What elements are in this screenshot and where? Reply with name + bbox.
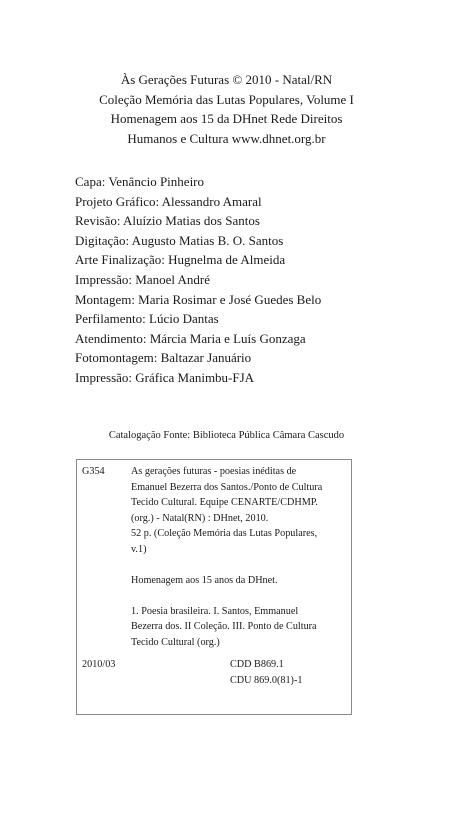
classification-codes (230, 657, 302, 688)
subject-line: Bezerra dos. II Coleção. III. Ponto de Cultura (131, 621, 317, 632)
credit-revision: Revisão: Aluízio Matias dos Santos (75, 213, 260, 229)
catalog-date: 2010/03 (82, 659, 116, 670)
entry-line: Tecido Cultural. Equipe CENARTE/CDHMP. (131, 497, 318, 508)
credit-assembly: Montagem: Maria Rosimar e José Guedes Belo (75, 291, 322, 307)
credit-art-finalization: Arte Finalização: Hugnelma de Almeida (75, 252, 286, 268)
entry-description (131, 464, 349, 557)
subject-line: Tecido Cultural (org.) (131, 636, 220, 648)
credit-graphic-project: Projeto Gráfico: Alessandro Amaral (75, 193, 262, 209)
entry-line: v.1) (131, 543, 147, 555)
header-line: Às Gerações Futuras © 2010 - Natal/RN (120, 72, 333, 87)
credit-printing: Impressão: Manoel André (75, 271, 211, 287)
credit-photomontage: Fotomontagem: Baltazar Januário (75, 350, 252, 366)
catalog-entry (131, 464, 349, 666)
credit-printer: Impressão: Gráfica Manimbu-FJA (75, 369, 255, 385)
credits-list (75, 172, 415, 388)
entry-line: (org.) - Natal(RN) : DHnet, 2010. (131, 512, 269, 524)
cdd-code: CDD B869.1 (230, 659, 284, 670)
entry-note (131, 573, 349, 589)
entry-line: Emanuel Bezerra dos Santos./Ponto de Cultura (131, 481, 323, 493)
cdu-code: CDU 869.0(81)-1 (230, 674, 303, 686)
header-line: Coleção Memória das Lutas Populares, Volume I (99, 91, 354, 107)
subject-line: 1. Poesia brasileira. I. Santos, Emmanuel (131, 605, 299, 617)
entry-subjects (131, 604, 349, 651)
note-line: Homenagem aos 15 anos da DHnet. (131, 574, 278, 586)
dedication-header (40, 70, 413, 148)
call-number: G354 (82, 466, 105, 477)
credit-cover: Capa: Venâncio Pinheiro (75, 174, 205, 189)
credit-profiling: Perfilamento: Lúcio Dantas (75, 311, 219, 327)
entry-line: 52 p. (Coleção Memória das Lutas Populares, (131, 528, 318, 539)
header-line: Homenagem aos 15 da DHnet Rede Direitos (110, 111, 343, 126)
credit-typing: Digitação: Augusto Matias B. O. Santos (75, 232, 284, 248)
cataloging-card (76, 459, 352, 715)
entry-line: As gerações futuras - poesias inéditas de (131, 466, 297, 477)
credit-service: Atendimento: Márcia Maria e Luís Gonzaga (75, 330, 306, 346)
header-line: Humanos e Cultura www.dhnet.org.br (127, 130, 326, 146)
cataloging-title: Catalogação Fonte: Biblioteca Pública Câmara Cascudo (108, 430, 345, 441)
